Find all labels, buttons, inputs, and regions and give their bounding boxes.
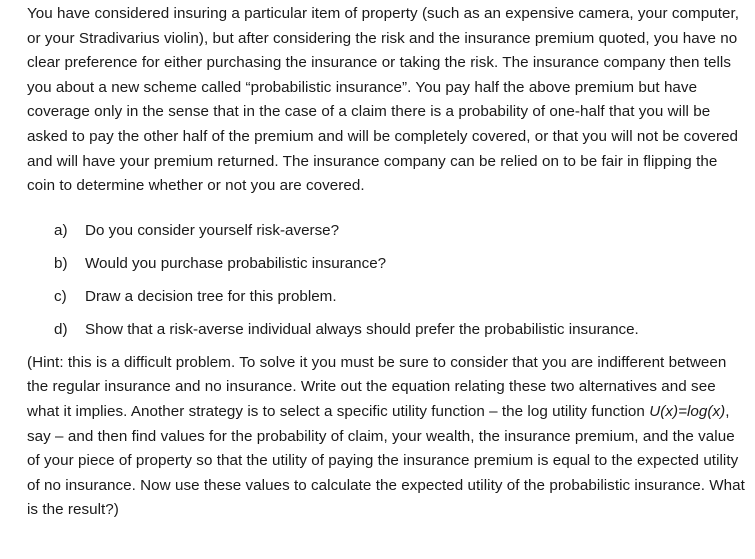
question-item-b [27, 247, 747, 280]
question-marker: a) [54, 221, 68, 239]
hint-paragraph [27, 351, 747, 523]
question-list [27, 214, 747, 346]
utility-function-formula: U(x)=log(x) [649, 402, 726, 420]
problem-statement: You have considered insuring a particular item of property (such as an expensive camera, your computer, or your Stradivarius violin), but after considering the risk and the insurance premium quoted, you have no clear preference for either purchasing the insurance or taking the risk. The insurance company then tells you about a new scheme called “probabilistic insurance”. You pay half the above premium but have coverage only in the sense that in the case of a claim there is a probability of one-half that you will be asked to pay the other half of the premium and will be completely covered, or that you will not be covered and will have your premium returned. The insurance company can be relied on to be fair in flipping the coin to determine whether or not you are covered. [27, 5, 740, 195]
hint-text-end: , say – and then find values for the probability of claim, your wealth, the insurance premium, and the value of your piece of property so that the utility of paying the insurance premium is equal to the expected utility of no insurance. Now use these values to calculate the expected utility of the probabilistic insurance. What is the result?) [27, 402, 745, 519]
question-marker: c) [54, 287, 67, 305]
question-text: Draw a decision tree for this problem. [85, 287, 337, 305]
question-text: Would you purchase probabilistic insurance? [85, 254, 387, 272]
question-text: Show that a risk-averse individual always should prefer the probabilistic insurance. [85, 320, 639, 338]
question-marker: b) [54, 254, 68, 272]
question-item-d [27, 313, 747, 346]
question-text: Do you consider yourself risk-averse? [85, 221, 340, 239]
hint-text-start: (Hint: this is a difficult problem. To solve it you must be sure to consider that you are indifferent between the regular insurance and no insurance. Write out the equation relating these two alternatives and see what it implies. Another strategy is to select a specific utility function – the log utility function [27, 353, 727, 420]
question-marker: d) [54, 320, 68, 338]
question-item-c [27, 280, 747, 313]
question-item-a [27, 214, 747, 247]
